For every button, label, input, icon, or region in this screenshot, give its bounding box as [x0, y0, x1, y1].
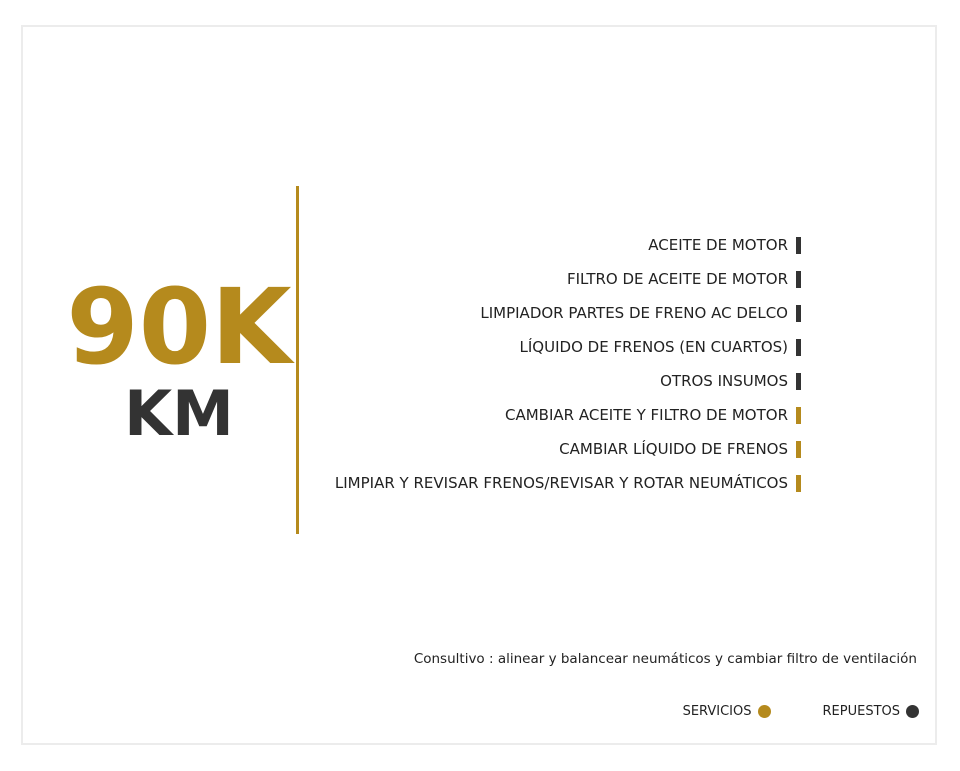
- list-item: [335, 330, 801, 364]
- list-item: [335, 228, 801, 262]
- list-item: [335, 296, 801, 330]
- item-label: OTROS INSUMOS: [660, 372, 788, 390]
- item-label: FILTRO DE ACEITE DE MOTOR: [566, 270, 788, 288]
- item-label: LIMPIADOR PARTES DE FRENO AC DELCO: [480, 304, 788, 322]
- repuestos-dot-icon: [906, 705, 919, 718]
- legend-servicios-label: SERVICIOS: [682, 704, 752, 719]
- repuesto-marker-icon: [796, 373, 801, 390]
- list-item: [335, 364, 801, 398]
- item-label: ACEITE DE MOTOR: [648, 236, 788, 254]
- servicios-dot-icon: [758, 705, 771, 718]
- mileage-number: 90K: [66, 266, 292, 388]
- list-item: [335, 262, 801, 296]
- repuesto-marker-icon: [796, 305, 801, 322]
- servicio-marker-icon: [796, 441, 801, 458]
- repuesto-marker-icon: [796, 237, 801, 254]
- repuesto-marker-icon: [796, 271, 801, 288]
- item-label: LÍQUIDO DE FRENOS (EN CUARTOS): [519, 338, 788, 356]
- repuesto-marker-icon: [796, 339, 801, 356]
- list-item: [335, 432, 801, 466]
- legend-repuestos-label: REPUESTOS: [822, 704, 900, 719]
- advisory-note: Consultivo : alinear y balancear neumáticos y cambiar filtro de ventilación: [413, 651, 917, 667]
- servicio-marker-icon: [796, 407, 801, 424]
- mileage-block: [63, 266, 295, 450]
- vertical-divider: [296, 186, 299, 534]
- list-item: [335, 398, 801, 432]
- list-item: [335, 466, 801, 500]
- item-label: LIMPIAR Y REVISAR FRENOS/REVISAR Y ROTAR NEUMÁTICOS: [334, 474, 788, 492]
- maintenance-list: [335, 228, 801, 500]
- maintenance-card: [21, 25, 937, 745]
- legend: [683, 704, 919, 719]
- item-label: CAMBIAR ACEITE Y FILTRO DE MOTOR: [505, 406, 788, 424]
- legend-servicios: [683, 704, 771, 719]
- item-label: CAMBIAR LÍQUIDO DE FRENOS: [559, 440, 788, 458]
- mileage-unit: KM: [124, 377, 234, 450]
- legend-repuestos: [823, 704, 920, 719]
- servicio-marker-icon: [796, 475, 801, 492]
